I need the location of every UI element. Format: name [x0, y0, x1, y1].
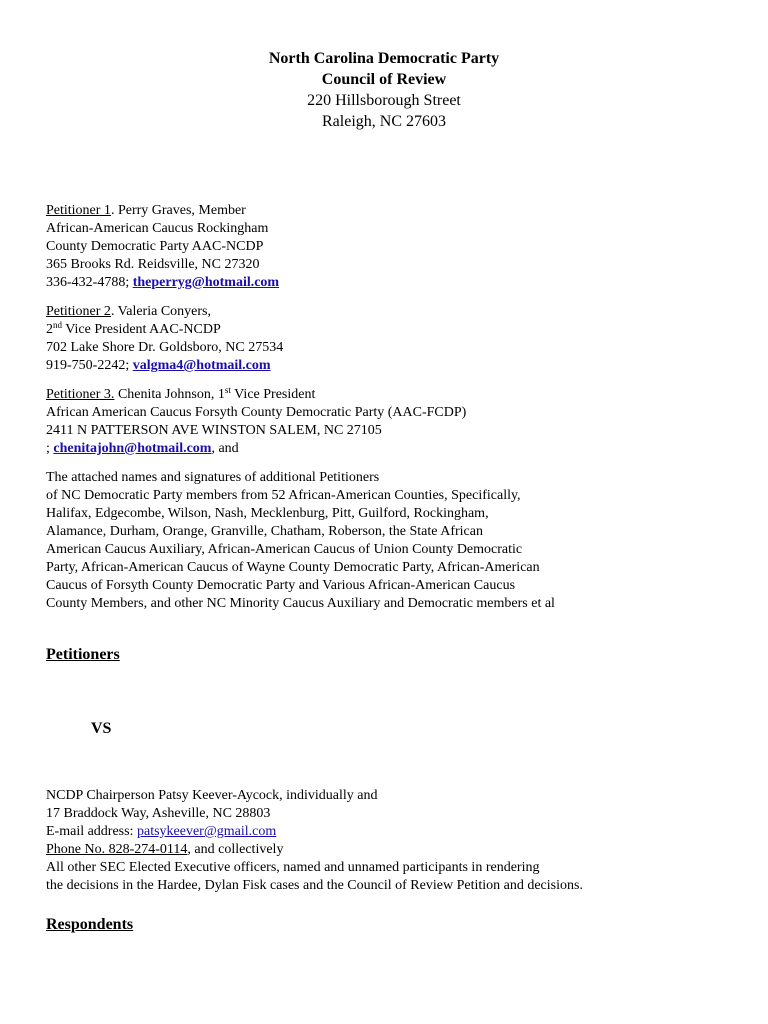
petitioner-2-name: . Valeria Conyers, — [110, 304, 211, 319]
versus-heading: VS — [91, 720, 112, 737]
respondent-phone: Phone No. 828-274-0114 — [46, 842, 188, 857]
petitioner-3-prefix: ; — [46, 441, 54, 456]
petitioner-1-line3: County Democratic Party AAC-NCDP — [46, 239, 264, 254]
respondent-email-label: E-mail address: — [46, 824, 137, 839]
petitioner-1-phone: 336-432-4788; — [46, 275, 133, 290]
petitioner-3-email-link[interactable]: chenitajohn@hotmail.com — [53, 441, 212, 456]
paragraph-line: American Caucus Auxiliary, African-American Caucus of Union County Democratic — [46, 542, 523, 557]
petitioner-3-line2: African American Caucus Forsyth County Democratic Party (AAC-FCDP) — [46, 405, 467, 420]
petitioner-1-email-link[interactable]: theperryg@hotmail.com — [132, 275, 280, 290]
petitioner-3-label: Petitioner 3. — [46, 387, 115, 402]
paragraph-line: County Members, and other NC Minority Caucus Auxiliary and Democratic members et al — [46, 596, 555, 611]
petitioner-1-block — [46, 202, 279, 292]
header-org: North Carolina Democratic Party — [268, 50, 500, 67]
petitioner-2-block — [46, 303, 283, 375]
petitioner-2-phone: 919-750-2242; — [46, 358, 133, 373]
respondent-email-link[interactable]: patsykeever@gmail.com — [136, 824, 277, 839]
header-city: Raleigh, NC 27603 — [322, 113, 446, 130]
petitioner-1-label: Petitioner 1 — [46, 203, 111, 218]
respondent-line6: the decisions in the Hardee, Dylan Fisk cases and the Council of Review Petition and decisions. — [46, 878, 583, 893]
petitioner-2-label: Petitioner 2 — [46, 304, 111, 319]
header-body: Council of Review — [321, 71, 447, 88]
petitioner-1-name: . Perry Graves, Member — [110, 203, 246, 218]
paragraph-line: of NC Democratic Party members from 52 African-American Counties, Specifically, — [46, 488, 521, 503]
respondents-heading: Respondents — [46, 916, 134, 933]
paragraph-line: Party, African-American Caucus of Wayne County Democratic Party, African-American — [46, 560, 540, 575]
paragraph-line: The attached names and signatures of additional Petitioners — [46, 470, 380, 485]
petitioner-1-address: 365 Brooks Rd. Reidsville, NC 27320 — [46, 257, 260, 272]
header-street: 220 Hillsborough Street — [307, 92, 461, 109]
respondent-line5: All other SEC Elected Executive officers, named and unnamed participants in rendering — [46, 860, 540, 875]
petitioner-2-address: 702 Lake Shore Dr. Goldsboro, NC 27534 — [46, 340, 284, 355]
petitioner-3-block — [46, 386, 466, 458]
petitioner-2-ordinal-suffix: nd — [53, 320, 62, 330]
petitioner-3-address: 2411 N PATTERSON AVE WINSTON SALEM, NC 27105 — [46, 423, 382, 438]
petitioner-3-suffix: , and — [211, 441, 239, 456]
paragraph-line: Alamance, Durham, Orange, Granville, Chatham, Roberson, the State African — [46, 524, 483, 539]
petitioners-heading: Petitioners — [46, 646, 120, 663]
respondent-line1: NCDP Chairperson Patsy Keever-Aycock, individually and — [46, 788, 378, 803]
petitioner-3-title: Vice President — [230, 387, 316, 402]
petitioner-2-email-link[interactable]: valgma4@hotmail.com — [132, 358, 271, 373]
paragraph-line: Halifax, Edgecombe, Wilson, Nash, Mecklenburg, Pitt, Guilford, Rockingham, — [46, 506, 489, 521]
respondent-block — [46, 787, 583, 895]
respondent-address: 17 Braddock Way, Asheville, NC 28803 — [46, 806, 271, 821]
paragraph-line: Caucus of Forsyth County Democratic Party and Various African-American Caucus — [46, 578, 516, 593]
petitioner-2-title: Vice President AAC-NCDP — [62, 322, 221, 337]
additional-petitioners-paragraph — [46, 469, 555, 613]
respondent-phone-suffix: , and collectively — [187, 842, 284, 857]
petitioner-3-ordinal-suffix: st — [224, 385, 231, 395]
document-header — [0, 48, 768, 132]
petitioner-3-name: Chenita Johnson, 1 — [114, 387, 225, 402]
petitioner-2-ordinal: 2 — [46, 322, 53, 337]
petitioner-1-line2: African-American Caucus Rockingham — [46, 221, 269, 236]
